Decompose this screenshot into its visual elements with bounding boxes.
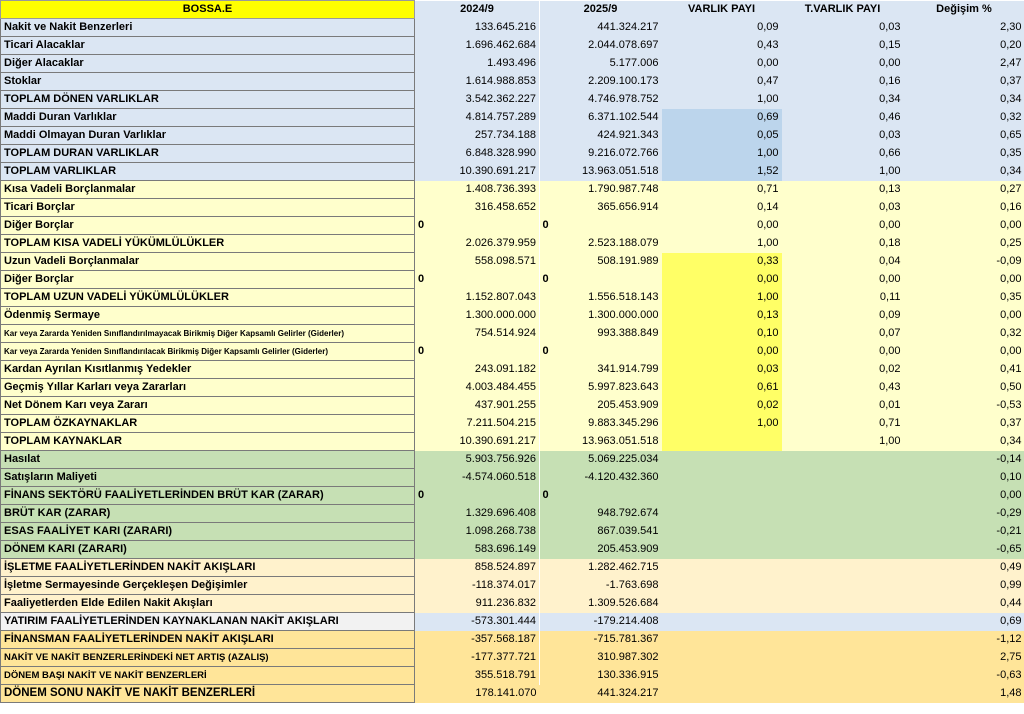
varlik-payi[interactable]: 0,47 bbox=[662, 73, 782, 91]
row-label[interactable]: YATIRIM FAALİYETLERİNDEN KAYNAKLANAN NAKİT AKIŞLARI bbox=[1, 613, 415, 631]
zero-value: 0 bbox=[542, 272, 549, 285]
t-varlik-payi[interactable]: 0,03 bbox=[782, 127, 904, 145]
degisim-yuzde[interactable]: 0,99 bbox=[904, 577, 1024, 595]
table-row bbox=[1, 379, 1024, 397]
value-2025[interactable]: 205.453.909 bbox=[540, 541, 662, 559]
row-label[interactable]: İşletme Sermayesinde Gerçekleşen Değişimler bbox=[1, 577, 415, 595]
degisim-yuzde[interactable]: -0,09 bbox=[904, 253, 1024, 271]
t-varlik-payi[interactable]: 0,00 bbox=[782, 55, 904, 73]
table-row bbox=[1, 109, 1024, 127]
varlik-payi[interactable]: 1,00 bbox=[662, 415, 782, 433]
value-2025[interactable]: 341.914.799 bbox=[540, 361, 662, 379]
col-varlik-header[interactable]: VARLIK PAYI bbox=[662, 1, 782, 19]
degisim-yuzde[interactable]: 0,35 bbox=[904, 145, 1024, 163]
degisim-yuzde[interactable]: 0,00 bbox=[904, 487, 1024, 505]
row-label[interactable]: Diğer Borçlar bbox=[1, 271, 415, 289]
degisim-yuzde[interactable]: 0,49 bbox=[904, 559, 1024, 577]
value-2024[interactable]: 1.098.268.738 bbox=[415, 523, 540, 541]
degisim-yuzde[interactable]: 0,44 bbox=[904, 595, 1024, 613]
zero-value: 0 bbox=[542, 218, 549, 231]
varlik-payi[interactable]: 0,00 bbox=[662, 271, 782, 289]
value-2024[interactable]: 3.542.362.227 bbox=[415, 91, 540, 109]
row-label[interactable]: TOPLAM DURAN VARLIKLAR bbox=[1, 145, 415, 163]
value-2024[interactable]: 6.848.328.990 bbox=[415, 145, 540, 163]
t-varlik-payi[interactable]: 1,00 bbox=[782, 433, 904, 451]
t-varlik-payi[interactable] bbox=[782, 595, 904, 613]
degisim-yuzde[interactable]: 0,10 bbox=[904, 469, 1024, 487]
value-2025[interactable]: 508.191.989 bbox=[540, 253, 662, 271]
degisim-yuzde[interactable]: 0,16 bbox=[904, 199, 1024, 217]
varlik-payi[interactable]: 0,09 bbox=[662, 19, 782, 37]
varlik-payi[interactable]: 0,00 bbox=[662, 343, 782, 361]
t-varlik-payi[interactable] bbox=[782, 505, 904, 523]
row-label[interactable]: DÖNEM SONU NAKİT VE NAKİT BENZERLERİ bbox=[1, 685, 415, 703]
varlik-payi[interactable] bbox=[662, 505, 782, 523]
value-2025[interactable]: 867.039.541 bbox=[540, 523, 662, 541]
table-row bbox=[1, 145, 1024, 163]
varlik-payi[interactable] bbox=[662, 577, 782, 595]
col-tvarlik-header[interactable]: T.VARLIK PAYI bbox=[782, 1, 904, 19]
degisim-yuzde[interactable]: 1,48 bbox=[904, 685, 1024, 703]
value-2025[interactable]: 13.963.051.518 bbox=[540, 433, 662, 451]
table-row bbox=[1, 397, 1024, 415]
row-label[interactable]: Kar veya Zararda Yeniden Sınıflandırılmayacak Birikmiş Diğer Kapsamlı Gelirler (Giderler) bbox=[1, 325, 415, 343]
value-2024[interactable]: 1.696.462.684 bbox=[415, 37, 540, 55]
value-2025[interactable] bbox=[540, 487, 662, 505]
value-2024[interactable]: 5.903.756.926 bbox=[415, 451, 540, 469]
row-label[interactable]: Diğer Alacaklar bbox=[1, 55, 415, 73]
value-2025[interactable]: 4.746.978.752 bbox=[540, 91, 662, 109]
table-row bbox=[1, 37, 1024, 55]
t-varlik-payi[interactable] bbox=[782, 487, 904, 505]
degisim-yuzde[interactable]: 2,75 bbox=[904, 649, 1024, 667]
table-row bbox=[1, 307, 1024, 325]
degisim-yuzde[interactable]: -0,65 bbox=[904, 541, 1024, 559]
col-2025-header[interactable]: 2025/9 bbox=[540, 1, 662, 19]
t-varlik-payi[interactable]: 0,13 bbox=[782, 181, 904, 199]
table-row bbox=[1, 613, 1024, 631]
varlik-payi[interactable]: 0,43 bbox=[662, 37, 782, 55]
t-varlik-payi[interactable] bbox=[782, 613, 904, 631]
value-2024[interactable]: 754.514.924 bbox=[415, 325, 540, 343]
t-varlik-payi[interactable]: 1,00 bbox=[782, 163, 904, 181]
varlik-payi[interactable]: 0,61 bbox=[662, 379, 782, 397]
table-row bbox=[1, 55, 1024, 73]
row-label[interactable]: DÖNEM BAŞI NAKİT VE NAKİT BENZERLERİ bbox=[1, 667, 415, 685]
value-2024[interactable]: -177.377.721 bbox=[415, 649, 540, 667]
value-2024[interactable]: 1.493.496 bbox=[415, 55, 540, 73]
row-label[interactable]: TOPLAM ÖZKAYNAKLAR bbox=[1, 415, 415, 433]
t-varlik-payi[interactable]: 0,01 bbox=[782, 397, 904, 415]
value-2025[interactable]: 1.556.518.143 bbox=[540, 289, 662, 307]
row-label[interactable]: Maddi Duran Varlıklar bbox=[1, 109, 415, 127]
table-row bbox=[1, 667, 1024, 685]
value-2025[interactable]: -4.120.432.360 bbox=[540, 469, 662, 487]
zero-value: 0 bbox=[418, 218, 425, 231]
varlik-payi[interactable] bbox=[662, 685, 782, 703]
degisim-yuzde[interactable]: 0,34 bbox=[904, 433, 1024, 451]
row-label[interactable]: Satışların Maliyeti bbox=[1, 469, 415, 487]
zero-value: 0 bbox=[418, 272, 425, 285]
table-row bbox=[1, 199, 1024, 217]
table-row bbox=[1, 451, 1024, 469]
value-2025[interactable]: 1.790.987.748 bbox=[540, 181, 662, 199]
table-row bbox=[1, 343, 1024, 361]
table-row bbox=[1, 523, 1024, 541]
value-2024[interactable]: 10.390.691.217 bbox=[415, 433, 540, 451]
varlik-payi[interactable]: 0,05 bbox=[662, 127, 782, 145]
value-2024[interactable]: 243.091.182 bbox=[415, 361, 540, 379]
value-2025[interactable]: 6.371.102.544 bbox=[540, 109, 662, 127]
t-varlik-payi[interactable]: 0,18 bbox=[782, 235, 904, 253]
value-2025[interactable]: 13.963.051.518 bbox=[540, 163, 662, 181]
varlik-payi[interactable]: 1,00 bbox=[662, 91, 782, 109]
t-varlik-payi[interactable] bbox=[782, 631, 904, 649]
table-row bbox=[1, 181, 1024, 199]
varlik-payi[interactable]: 0,71 bbox=[662, 181, 782, 199]
degisim-yuzde[interactable]: 0,32 bbox=[904, 109, 1024, 127]
row-label[interactable]: İŞLETME FAALİYETLERİNDEN NAKİT AKIŞLARI bbox=[1, 559, 415, 577]
value-2024[interactable]: -357.568.187 bbox=[415, 631, 540, 649]
table-row bbox=[1, 487, 1024, 505]
table-row bbox=[1, 19, 1024, 37]
row-label[interactable]: TOPLAM KAYNAKLAR bbox=[1, 433, 415, 451]
varlik-payi[interactable] bbox=[662, 487, 782, 505]
t-varlik-payi[interactable]: 0,00 bbox=[782, 271, 904, 289]
row-label[interactable]: FİNANS SEKTÖRÜ FAALİYETLERİNDEN BRÜT KAR (ZARAR) bbox=[1, 487, 415, 505]
table-row bbox=[1, 595, 1024, 613]
value-2024[interactable]: -4.574.060.518 bbox=[415, 469, 540, 487]
value-2025[interactable]: 441.324.217 bbox=[540, 19, 662, 37]
row-label[interactable]: TOPLAM KISA VADELİ YÜKÜMLÜLÜKLER bbox=[1, 235, 415, 253]
table-row bbox=[1, 685, 1024, 703]
value-2024[interactable]: 558.098.571 bbox=[415, 253, 540, 271]
value-2025[interactable]: 130.336.915 bbox=[540, 667, 662, 685]
value-2025[interactable]: 993.388.849 bbox=[540, 325, 662, 343]
table-row bbox=[1, 217, 1024, 235]
row-label[interactable]: FİNANSMAN FAALİYETLERİNDEN NAKİT AKIŞLARI bbox=[1, 631, 415, 649]
table-row bbox=[1, 235, 1024, 253]
value-2025[interactable] bbox=[540, 271, 662, 289]
degisim-yuzde[interactable]: 2,47 bbox=[904, 55, 1024, 73]
row-label[interactable]: Ticari Alacaklar bbox=[1, 37, 415, 55]
table-row bbox=[1, 361, 1024, 379]
zero-value: 0 bbox=[542, 488, 549, 501]
value-2024[interactable]: 4.814.757.289 bbox=[415, 109, 540, 127]
row-label[interactable]: Faaliyetlerden Elde Edilen Nakit Akışları bbox=[1, 595, 415, 613]
table-row bbox=[1, 163, 1024, 181]
row-label[interactable]: DÖNEM KARI (ZARARI) bbox=[1, 541, 415, 559]
varlik-payi[interactable]: 0,14 bbox=[662, 199, 782, 217]
table-row bbox=[1, 91, 1024, 109]
zero-value: 0 bbox=[418, 488, 425, 501]
t-varlik-payi[interactable] bbox=[782, 667, 904, 685]
degisim-yuzde[interactable]: 0,41 bbox=[904, 361, 1024, 379]
varlik-payi[interactable]: 0,13 bbox=[662, 307, 782, 325]
value-2025[interactable]: 205.453.909 bbox=[540, 397, 662, 415]
value-2025[interactable]: 2.044.078.697 bbox=[540, 37, 662, 55]
degisim-yuzde[interactable]: 0,37 bbox=[904, 415, 1024, 433]
varlik-payi[interactable] bbox=[662, 523, 782, 541]
table-row bbox=[1, 631, 1024, 649]
varlik-payi[interactable] bbox=[662, 595, 782, 613]
t-varlik-payi[interactable] bbox=[782, 685, 904, 703]
t-varlik-payi[interactable] bbox=[782, 541, 904, 559]
row-label[interactable]: Stoklar bbox=[1, 73, 415, 91]
degisim-yuzde[interactable]: 2,30 bbox=[904, 19, 1024, 37]
t-varlik-payi[interactable]: 0,34 bbox=[782, 91, 904, 109]
value-2024[interactable]: 1.152.807.043 bbox=[415, 289, 540, 307]
varlik-payi[interactable]: 0,00 bbox=[662, 217, 782, 235]
table-body bbox=[1, 19, 1024, 703]
degisim-yuzde[interactable]: 0,00 bbox=[904, 343, 1024, 361]
table-row bbox=[1, 505, 1024, 523]
table-row bbox=[1, 469, 1024, 487]
degisim-yuzde[interactable]: 0,37 bbox=[904, 73, 1024, 91]
value-2024[interactable]: 437.901.255 bbox=[415, 397, 540, 415]
t-varlik-payi[interactable]: 0,03 bbox=[782, 19, 904, 37]
degisim-yuzde[interactable]: 0,25 bbox=[904, 235, 1024, 253]
header-row bbox=[1, 1, 1024, 19]
varlik-payi[interactable]: 0,69 bbox=[662, 109, 782, 127]
row-label[interactable]: Net Dönem Karı veya Zararı bbox=[1, 397, 415, 415]
row-label[interactable]: Ödenmiş Sermaye bbox=[1, 307, 415, 325]
varlik-payi[interactable] bbox=[662, 433, 782, 451]
value-2024[interactable]: 583.696.149 bbox=[415, 541, 540, 559]
varlik-payi[interactable] bbox=[662, 631, 782, 649]
value-2024[interactable]: 178.141.070 bbox=[415, 685, 540, 703]
value-2025[interactable]: 1.300.000.000 bbox=[540, 307, 662, 325]
col-degisim-header[interactable]: Değişim % bbox=[904, 1, 1024, 19]
row-label[interactable]: TOPLAM DÖNEN VARLIKLAR bbox=[1, 91, 415, 109]
degisim-yuzde[interactable]: -0,29 bbox=[904, 505, 1024, 523]
varlik-payi[interactable] bbox=[662, 469, 782, 487]
t-varlik-payi[interactable] bbox=[782, 523, 904, 541]
row-label[interactable]: Geçmiş Yıllar Karları veya Zararları bbox=[1, 379, 415, 397]
row-label[interactable]: NAKİT VE NAKİT BENZERLERİNDEKİ NET ARTIŞ (AZALIŞ) bbox=[1, 649, 415, 667]
value-2024[interactable]: 4.003.484.455 bbox=[415, 379, 540, 397]
row-label[interactable]: Diğer Borçlar bbox=[1, 217, 415, 235]
t-varlik-payi[interactable]: 0,15 bbox=[782, 37, 904, 55]
degisim-yuzde[interactable]: -0,53 bbox=[904, 397, 1024, 415]
row-label[interactable]: Hasılat bbox=[1, 451, 415, 469]
varlik-payi[interactable]: 0,10 bbox=[662, 325, 782, 343]
degisim-yuzde[interactable]: -1,12 bbox=[904, 631, 1024, 649]
degisim-yuzde[interactable]: 0,65 bbox=[904, 127, 1024, 145]
value-2024[interactable]: 10.390.691.217 bbox=[415, 163, 540, 181]
row-label[interactable]: Uzun Vadeli Borçlanmalar bbox=[1, 253, 415, 271]
value-2025[interactable]: 2.209.100.173 bbox=[540, 73, 662, 91]
t-varlik-payi[interactable]: 0,07 bbox=[782, 325, 904, 343]
value-2024[interactable]: 257.734.188 bbox=[415, 127, 540, 145]
t-varlik-payi[interactable]: 0,03 bbox=[782, 199, 904, 217]
value-2025[interactable]: -715.781.367 bbox=[540, 631, 662, 649]
row-label[interactable]: Kar veya Zararda Yeniden Sınıflandırılacak Birikmiş Diğer Kapsamlı Gelirler (Giderler) bbox=[1, 343, 415, 361]
degisim-yuzde[interactable]: 0,32 bbox=[904, 325, 1024, 343]
value-2025[interactable]: 5.997.823.643 bbox=[540, 379, 662, 397]
value-2025[interactable]: 9.216.072.766 bbox=[540, 145, 662, 163]
table-row bbox=[1, 559, 1024, 577]
t-varlik-payi[interactable]: 0,04 bbox=[782, 253, 904, 271]
value-2024[interactable]: 1.614.988.853 bbox=[415, 73, 540, 91]
value-2025[interactable]: -1.763.698 bbox=[540, 577, 662, 595]
value-2025[interactable]: 5.177.006 bbox=[540, 55, 662, 73]
varlik-payi[interactable]: 1,00 bbox=[662, 289, 782, 307]
varlik-payi[interactable]: 0,33 bbox=[662, 253, 782, 271]
value-2024[interactable] bbox=[415, 217, 540, 235]
varlik-payi[interactable] bbox=[662, 649, 782, 667]
degisim-yuzde[interactable]: 0,35 bbox=[904, 289, 1024, 307]
table-row bbox=[1, 433, 1024, 451]
t-varlik-payi[interactable] bbox=[782, 451, 904, 469]
varlik-payi[interactable]: 1,52 bbox=[662, 163, 782, 181]
degisim-yuzde[interactable]: -0,21 bbox=[904, 523, 1024, 541]
varlik-payi[interactable] bbox=[662, 613, 782, 631]
value-2024[interactable]: -118.374.017 bbox=[415, 577, 540, 595]
row-label[interactable]: TOPLAM UZUN VADELİ YÜKÜMLÜLÜKLER bbox=[1, 289, 415, 307]
varlik-payi[interactable] bbox=[662, 451, 782, 469]
value-2024[interactable] bbox=[415, 343, 540, 361]
value-2024[interactable] bbox=[415, 271, 540, 289]
value-2025[interactable]: 1.282.462.715 bbox=[540, 559, 662, 577]
value-2024[interactable] bbox=[415, 487, 540, 505]
row-label[interactable]: Ticari Borçlar bbox=[1, 199, 415, 217]
value-2024[interactable]: 1.329.696.408 bbox=[415, 505, 540, 523]
row-label[interactable]: BRÜT KAR (ZARAR) bbox=[1, 505, 415, 523]
t-varlik-payi[interactable]: 0,00 bbox=[782, 217, 904, 235]
varlik-payi[interactable]: 0,02 bbox=[662, 397, 782, 415]
value-2024[interactable]: 7.211.504.215 bbox=[415, 415, 540, 433]
t-varlik-payi[interactable] bbox=[782, 649, 904, 667]
table-row bbox=[1, 649, 1024, 667]
row-label[interactable]: Nakit ve Nakit Benzerleri bbox=[1, 19, 415, 37]
table-row bbox=[1, 415, 1024, 433]
value-2024[interactable]: -573.301.444 bbox=[415, 613, 540, 631]
value-2025[interactable]: 441.324.217 bbox=[540, 685, 662, 703]
value-2024[interactable]: 316.458.652 bbox=[415, 199, 540, 217]
value-2025[interactable]: -179.214.408 bbox=[540, 613, 662, 631]
value-2025[interactable] bbox=[540, 343, 662, 361]
degisim-yuzde[interactable]: 0,69 bbox=[904, 613, 1024, 631]
degisim-yuzde[interactable]: 0,00 bbox=[904, 271, 1024, 289]
value-2025[interactable]: 424.921.343 bbox=[540, 127, 662, 145]
value-2025[interactable]: 1.309.526.684 bbox=[540, 595, 662, 613]
t-varlik-payi[interactable] bbox=[782, 469, 904, 487]
table-row bbox=[1, 73, 1024, 91]
table-row bbox=[1, 271, 1024, 289]
degisim-yuzde[interactable]: 0,27 bbox=[904, 181, 1024, 199]
varlik-payi[interactable] bbox=[662, 541, 782, 559]
t-varlik-payi[interactable]: 0,11 bbox=[782, 289, 904, 307]
varlik-payi[interactable]: 1,00 bbox=[662, 145, 782, 163]
value-2025[interactable]: 9.883.345.296 bbox=[540, 415, 662, 433]
varlik-payi[interactable]: 0,03 bbox=[662, 361, 782, 379]
value-2025[interactable]: 310.987.302 bbox=[540, 649, 662, 667]
col-2024-header[interactable]: 2024/9 bbox=[415, 1, 540, 19]
degisim-yuzde[interactable]: 0,00 bbox=[904, 307, 1024, 325]
degisim-yuzde[interactable]: 0,50 bbox=[904, 379, 1024, 397]
value-2025[interactable]: 2.523.188.079 bbox=[540, 235, 662, 253]
value-2025[interactable] bbox=[540, 217, 662, 235]
varlik-payi[interactable]: 1,00 bbox=[662, 235, 782, 253]
varlik-payi[interactable] bbox=[662, 667, 782, 685]
degisim-yuzde[interactable]: 0,20 bbox=[904, 37, 1024, 55]
zero-value: 0 bbox=[418, 344, 425, 357]
row-label[interactable]: Maddi Olmayan Duran Varlıklar bbox=[1, 127, 415, 145]
value-2024[interactable]: 1.300.000.000 bbox=[415, 307, 540, 325]
varlik-payi[interactable]: 0,00 bbox=[662, 55, 782, 73]
table-row bbox=[1, 253, 1024, 271]
row-label[interactable]: Kısa Vadeli Borçlanmalar bbox=[1, 181, 415, 199]
degisim-yuzde[interactable]: -0,63 bbox=[904, 667, 1024, 685]
t-varlik-payi[interactable]: 0,09 bbox=[782, 307, 904, 325]
degisim-yuzde[interactable]: -0,14 bbox=[904, 451, 1024, 469]
degisim-yuzde[interactable]: 0,34 bbox=[904, 163, 1024, 181]
t-varlik-payi[interactable] bbox=[782, 577, 904, 595]
varlik-payi[interactable] bbox=[662, 559, 782, 577]
table-row bbox=[1, 325, 1024, 343]
zero-value: 0 bbox=[542, 344, 549, 357]
row-label[interactable]: Kardan Ayrılan Kısıtlanmış Yedekler bbox=[1, 361, 415, 379]
table-row bbox=[1, 541, 1024, 559]
value-2024[interactable]: 1.408.736.393 bbox=[415, 181, 540, 199]
value-2025[interactable]: 365.656.914 bbox=[540, 199, 662, 217]
value-2024[interactable]: 858.524.897 bbox=[415, 559, 540, 577]
table-row bbox=[1, 289, 1024, 307]
t-varlik-payi[interactable]: 0,46 bbox=[782, 109, 904, 127]
t-varlik-payi[interactable]: 0,71 bbox=[782, 415, 904, 433]
value-2025[interactable]: 5.069.225.034 bbox=[540, 451, 662, 469]
t-varlik-payi[interactable]: 0,02 bbox=[782, 361, 904, 379]
t-varlik-payi[interactable]: 0,66 bbox=[782, 145, 904, 163]
t-varlik-payi[interactable]: 0,00 bbox=[782, 343, 904, 361]
degisim-yuzde[interactable]: 0,34 bbox=[904, 91, 1024, 109]
t-varlik-payi[interactable] bbox=[782, 559, 904, 577]
table-row bbox=[1, 127, 1024, 145]
t-varlik-payi[interactable]: 0,43 bbox=[782, 379, 904, 397]
value-2024[interactable]: 2.026.379.959 bbox=[415, 235, 540, 253]
row-label[interactable]: ESAS FAALİYET KARI (ZARARI) bbox=[1, 523, 415, 541]
ticker-header[interactable]: BOSSA.E bbox=[1, 1, 415, 19]
t-varlik-payi[interactable]: 0,16 bbox=[782, 73, 904, 91]
value-2024[interactable]: 133.645.216 bbox=[415, 19, 540, 37]
value-2024[interactable]: 911.236.832 bbox=[415, 595, 540, 613]
table-row bbox=[1, 577, 1024, 595]
row-label[interactable]: TOPLAM VARLIKLAR bbox=[1, 163, 415, 181]
value-2024[interactable]: 355.518.791 bbox=[415, 667, 540, 685]
degisim-yuzde[interactable]: 0,00 bbox=[904, 217, 1024, 235]
value-2025[interactable]: 948.792.674 bbox=[540, 505, 662, 523]
